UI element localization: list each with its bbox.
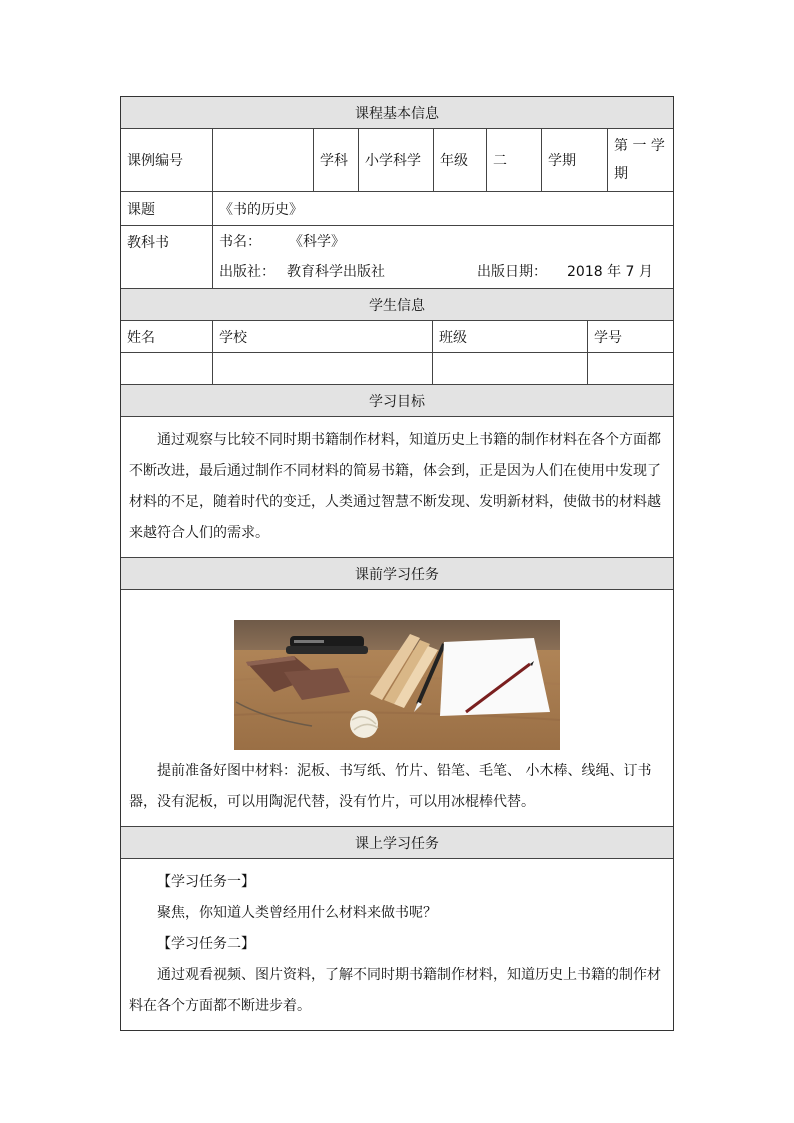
goals-paragraph: 通过观察与比较不同时期书籍制作材料，知道历史上书籍的制作材料在各个方面都不断改进，最后通过制作不同材料的简易书籍，体会到，正是因为人们在使用中发现了材料的不足，随着时代的变迁，人类通过智慧不断发现、发明新材料，使做书的材料越来越符合人们的需求。 bbox=[129, 432, 661, 541]
book-name-value: 《科学》 bbox=[289, 234, 345, 250]
task2-title: 【学习任务二】 bbox=[157, 936, 255, 952]
school-label: 学校 bbox=[212, 321, 432, 352]
task1-text: 聚焦，你知道人类曾经用什么材料来做书呢？ bbox=[157, 905, 437, 921]
student-info-header-row bbox=[121, 320, 673, 352]
string-ball bbox=[350, 710, 378, 738]
student-id-value[interactable] bbox=[587, 353, 673, 384]
case-number-value bbox=[212, 129, 313, 191]
publisher-label: 出版社： bbox=[219, 264, 275, 280]
goals-content bbox=[121, 417, 673, 557]
pub-date-label: 出版日期： bbox=[477, 264, 547, 280]
goals-row bbox=[121, 416, 673, 557]
publisher-value: 教育科学出版社 bbox=[287, 264, 385, 280]
section-title: 课程基本信息 bbox=[121, 97, 673, 128]
section-header-basic-info bbox=[121, 97, 673, 128]
basic-info-row bbox=[121, 128, 673, 191]
grade-label: 年级 bbox=[433, 129, 486, 191]
materials-photo-wrap bbox=[121, 590, 673, 756]
topic-value: 《书的历史》 bbox=[212, 192, 673, 225]
stapler bbox=[286, 636, 368, 654]
in-class-task-row bbox=[121, 858, 673, 1030]
publisher-line bbox=[219, 257, 653, 287]
section-title: 学习目标 bbox=[121, 385, 673, 416]
topic-row bbox=[121, 191, 673, 225]
in-class-task-content bbox=[121, 859, 673, 1030]
subject-label: 学科 bbox=[313, 129, 358, 191]
book-name-label: 书名： bbox=[219, 234, 261, 250]
section-header-in-class-task bbox=[121, 826, 673, 858]
pre-task-row bbox=[121, 589, 673, 826]
student-id-label: 学号 bbox=[587, 321, 673, 352]
subject-value: 小学科学 bbox=[358, 129, 433, 191]
term-value-line1: 第 一 学 bbox=[614, 138, 665, 154]
textbook-label: 教科书 bbox=[127, 235, 169, 251]
section-title: 课上学习任务 bbox=[121, 827, 673, 858]
grade-value: 二 bbox=[486, 129, 541, 191]
section-header-pre-task bbox=[121, 557, 673, 589]
textbook-row bbox=[121, 225, 673, 288]
section-header-goals bbox=[121, 384, 673, 416]
name-label: 姓名 bbox=[127, 329, 155, 346]
case-number-label: 课例编号 bbox=[127, 153, 183, 169]
lesson-info-table bbox=[120, 96, 674, 1031]
book-name-line bbox=[219, 227, 345, 257]
student-info-value-row bbox=[121, 352, 673, 384]
section-title: 课前学习任务 bbox=[121, 558, 673, 589]
pre-task-text-wrap bbox=[121, 756, 673, 826]
term-label: 学期 bbox=[541, 129, 607, 191]
textbook-details bbox=[212, 226, 673, 288]
task1-title: 【学习任务一】 bbox=[157, 874, 255, 890]
class-label: 班级 bbox=[432, 321, 587, 352]
task2-text: 通过观看视频、图片资料，了解不同时期书籍制作材料，知道历史上书籍的制作材料在各个方面都不断进步着。 bbox=[129, 967, 661, 1014]
term-value-line2: 期 bbox=[614, 166, 628, 182]
school-value[interactable] bbox=[212, 353, 432, 384]
paper-sheet bbox=[440, 638, 550, 716]
term-value bbox=[607, 129, 673, 191]
pre-task-content bbox=[121, 590, 673, 826]
name-value[interactable] bbox=[121, 353, 212, 384]
section-header-student-info bbox=[121, 288, 673, 320]
section-title: 学生信息 bbox=[121, 289, 673, 320]
topic-label: 课题 bbox=[127, 201, 155, 218]
materials-photo bbox=[234, 620, 560, 750]
class-value[interactable] bbox=[432, 353, 587, 384]
pub-date-value: 2018 年 7 月 bbox=[567, 264, 653, 280]
pre-task-paragraph: 提前准备好图中材料：泥板、书写纸、竹片、铅笔、毛笔、 小木棒、线绳、订书器，没有泥板，可以用陶泥代替，没有竹片，可以用冰棍棒代替。 bbox=[129, 763, 652, 810]
